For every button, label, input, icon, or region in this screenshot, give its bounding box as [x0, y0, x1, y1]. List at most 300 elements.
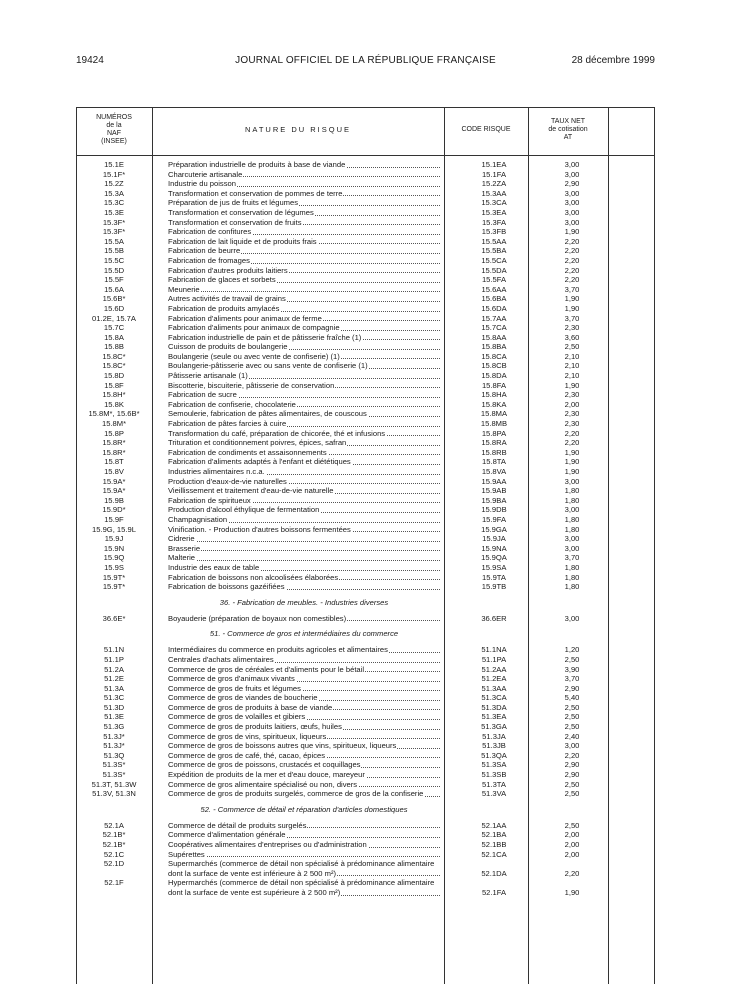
contribution-rate: 3,70: [564, 553, 580, 563]
risk-code: 51.3VA: [481, 789, 507, 799]
risk-nature-cell: [168, 789, 440, 799]
risk-nature: Fabrication d'aliments adaptés à l'enfant et diététiques: [168, 457, 351, 467]
table-row: [76, 486, 652, 496]
naf-code: 15.9Q: [103, 553, 125, 563]
risk-nature-cell: [168, 830, 440, 840]
table-row: [76, 722, 652, 732]
risk-nature: Fabrication de spiritueux: [168, 495, 251, 505]
naf-code: 15.3C: [103, 198, 125, 208]
table-row: [76, 703, 652, 713]
naf-code: 15.8A: [104, 332, 124, 342]
risk-nature: Autres activités de travail de grains: [168, 294, 286, 304]
table-row: [76, 246, 652, 256]
risk-nature: Fabrication de boissons non alcoolisées élaborées: [168, 572, 339, 582]
risk-nature-cell: [168, 525, 440, 535]
contribution-rate: 1,90: [564, 457, 580, 467]
header-naf-line: de la: [106, 122, 122, 129]
table-row: [76, 304, 652, 314]
contribution-rate: 2,50: [564, 820, 580, 830]
risk-nature-cell: [168, 751, 440, 761]
naf-code: 15.8M*, 15.6B*: [88, 409, 140, 419]
risk-code: 15.5FA: [481, 275, 507, 285]
naf-code: 15.9J: [104, 534, 124, 544]
table-row: [76, 693, 652, 703]
risk-code: 15.9SA: [481, 562, 507, 572]
section-title: 36. - Fabrication de meubles. - Industries diverses: [219, 597, 389, 607]
risk-code: 15.8VA: [481, 467, 507, 476]
naf-code: 52.1B*: [102, 830, 126, 840]
risk-nature: Pâtisserie artisanale (1): [168, 371, 248, 381]
contribution-rate: 2,50: [564, 654, 580, 664]
risk-code: 15.8MA: [480, 409, 508, 419]
table-row: [76, 505, 652, 515]
risk-nature: Commerce de gros de viandes de boucherie: [168, 693, 318, 703]
contribution-rate: 3,00: [564, 169, 580, 179]
risk-nature: Vinification. - Production d'autres boissons fermentées: [168, 524, 351, 534]
risk-code: 15.1EA: [481, 160, 507, 169]
risk-nature: Transformation et conservation de fruits: [168, 217, 302, 227]
contribution-rate: 3,00: [564, 160, 580, 169]
table-row: [76, 400, 652, 410]
naf-code: 15.8C*: [102, 361, 126, 371]
contribution-rate: 2,90: [564, 760, 580, 770]
contribution-rate: 2,40: [564, 731, 580, 741]
risk-code: 15.5BA: [481, 246, 507, 256]
dot-leader: [168, 560, 440, 561]
risk-nature: Fabrication de confiserie, chocolaterie: [168, 399, 296, 409]
risk-code: 15.8CB: [481, 361, 507, 371]
risk-nature-cell: [168, 780, 440, 790]
table-row: [76, 448, 652, 458]
publication-date: 28 décembre 1999: [571, 55, 655, 66]
risk-nature: Meunerie: [168, 284, 200, 294]
contribution-rate: 5,40: [564, 693, 580, 703]
risk-nature: Boulangerie (seule ou avec vente de confiserie) (1): [168, 351, 340, 361]
risk-nature-cell: [168, 198, 440, 208]
risk-nature-cell: [168, 614, 440, 624]
contribution-rate: 2,10: [564, 361, 580, 371]
risk-nature-cell: [168, 352, 440, 362]
naf-code: 15.8B: [104, 342, 124, 352]
risk-nature-cell: [168, 275, 440, 285]
risk-nature-cell: [168, 515, 440, 525]
risk-nature-cell: [168, 770, 440, 780]
naf-code: 15.8M*: [101, 419, 127, 429]
naf-code: 15.9T*: [102, 582, 126, 592]
risk-nature: Commerce de gros d'animaux vivants: [168, 674, 295, 684]
table-row: [76, 850, 652, 860]
table-row: [76, 789, 652, 799]
contribution-rate: 3,00: [564, 543, 580, 553]
table-row: [76, 665, 652, 675]
naf-code: 51.3A: [104, 683, 124, 693]
risk-nature: Industrie du poisson: [168, 179, 236, 189]
table-row: [76, 266, 652, 276]
risk-code: 15.9JA: [482, 534, 506, 544]
naf-code: 36.6E*: [102, 613, 126, 623]
risk-code: 51.3CA: [481, 693, 507, 703]
table-row: [76, 614, 652, 624]
contribution-rate: 3,00: [564, 198, 580, 208]
risk-nature: Commerce de détail de produits surgelés: [168, 820, 307, 830]
risk-nature-cell: [168, 505, 440, 515]
table-row: [76, 684, 652, 694]
risk-nature-cell: [168, 208, 440, 218]
contribution-rate: 3,00: [564, 476, 580, 486]
risk-code: 52.1AA: [481, 820, 507, 830]
naf-code: 15.9T*: [102, 572, 126, 582]
risk-nature: Transformation et conservation de légumes: [168, 207, 314, 217]
contribution-rate: 2,10: [564, 351, 580, 361]
contribution-rate: 1,80: [564, 524, 580, 534]
risk-code: 15.5CA: [481, 255, 507, 265]
contribution-rate: 3,00: [564, 217, 580, 227]
risk-code: 15.8FA: [481, 380, 507, 390]
naf-code: 51.2E: [104, 674, 124, 684]
risk-nature-cell: [168, 467, 440, 477]
table-row: [76, 467, 652, 477]
risk-code: 15.3FA: [481, 217, 507, 227]
naf-code: 15.8D: [103, 371, 125, 381]
table-row: [76, 342, 652, 352]
naf-code: 01.2E, 15.7A: [92, 313, 136, 323]
header-taux-line: AT: [563, 134, 573, 141]
naf-code: 15.9F: [104, 514, 124, 524]
naf-code: 15.3A: [104, 188, 124, 198]
table-row: [76, 770, 652, 780]
contribution-rate: 2,90: [564, 683, 580, 693]
naf-code: 15.5A: [104, 236, 124, 246]
naf-code: 15.5B: [104, 246, 124, 256]
contribution-rate: 3,70: [564, 674, 580, 684]
contribution-rate: 2,90: [564, 179, 580, 189]
risk-nature: Fabrication de lait liquide et de produits frais: [168, 236, 317, 246]
naf-code: 15.8F: [104, 380, 124, 390]
risk-nature-cell: [168, 419, 440, 429]
contribution-rate: 3,60: [564, 332, 580, 342]
table-row: [76, 525, 652, 535]
risk-code: 52.1BA: [481, 830, 507, 840]
contribution-rate: 2,20: [564, 438, 580, 448]
page-number: 19424: [76, 55, 104, 66]
contribution-rate: 2,00: [564, 840, 580, 849]
naf-code: 51.1P: [104, 654, 124, 664]
risk-code: 15.2ZA: [481, 179, 507, 189]
contribution-rate: 2,30: [564, 419, 580, 429]
naf-code: 15.7C: [103, 323, 125, 333]
contribution-rate: 2,20: [564, 275, 580, 285]
risk-nature-cell: [168, 553, 440, 563]
risk-nature-cell: [168, 333, 440, 343]
contribution-rate: 1,80: [564, 495, 580, 505]
table-row: [76, 830, 652, 840]
naf-code: 51.3T, 51.3W: [91, 779, 137, 789]
risk-nature-cell: [168, 693, 440, 703]
risk-nature-cell: [168, 674, 440, 684]
risk-nature-cell: [168, 563, 440, 573]
header-naf: [78, 114, 150, 146]
table-row: [76, 429, 652, 439]
dot-leader: [168, 291, 440, 292]
header-naf-line: NUMÉROS: [96, 114, 132, 121]
risk-nature: Fabrication de beurre: [168, 246, 241, 256]
table-row: [76, 582, 652, 592]
risk-nature-cell: [168, 760, 440, 770]
contribution-rate: 1,90: [564, 227, 580, 237]
table-row: [76, 371, 652, 381]
contribution-rate: 1,80: [564, 562, 580, 572]
risk-nature: Supérettes: [168, 849, 205, 859]
naf-code: 51.1N: [103, 645, 125, 655]
table-row: [76, 573, 652, 583]
contribution-rate: 3,00: [564, 534, 580, 544]
contribution-rate: 2,90: [564, 770, 580, 780]
naf-code: 15.6B*: [102, 294, 126, 304]
risk-nature: Préparation industrielle de produits à base de viande: [168, 160, 346, 169]
risk-nature-cell: [168, 645, 440, 655]
table-row: [76, 160, 652, 170]
risk-nature: Brasserie: [168, 543, 201, 553]
naf-code: 15.8R*: [102, 447, 126, 457]
risk-nature: Industrie des eaux de table: [168, 562, 260, 572]
naf-code: 15.8P: [104, 428, 124, 438]
contribution-rate: 3,00: [564, 188, 580, 198]
risk-nature: Industries alimentaires n.c.a.: [168, 467, 265, 476]
risk-nature-cell: [168, 703, 440, 713]
risk-nature-cell: [168, 189, 440, 199]
contribution-rate: 3,00: [564, 505, 580, 515]
risk-code: 15.3AA: [481, 188, 507, 198]
risk-nature-cell: [168, 496, 440, 506]
contribution-rate: 2,20: [564, 236, 580, 246]
naf-code: 51.3Q: [103, 750, 125, 760]
section-heading: [76, 592, 652, 614]
risk-nature: Fabrication de produits amylacés: [168, 303, 280, 313]
table-row: [76, 751, 652, 761]
contribution-rate: 3,90: [564, 664, 580, 674]
risk-code: 51.2EA: [481, 674, 507, 684]
table-row: [76, 179, 652, 189]
naf-code: 15.8K: [104, 399, 124, 409]
risk-nature-cell: [168, 218, 440, 228]
table-row: [76, 840, 652, 850]
table-row: [76, 563, 652, 573]
naf-code: 51.3C: [103, 693, 125, 703]
risk-code: 15.3FB: [481, 227, 507, 237]
risk-nature: Transformation et conservation de pommes de terre: [168, 188, 343, 198]
table-row: [76, 419, 652, 429]
risk-code: 51.2AA: [481, 664, 507, 674]
risk-nature: Hypermarchés (commerce de détail non spécialisé à prédominance alimentaire dont la surface de vente est supérieure à 2 500 m²): [168, 878, 435, 897]
risk-code: 51.3TA: [482, 779, 506, 789]
table-border-right: [654, 107, 655, 984]
risk-nature-cell: [168, 170, 440, 180]
risk-nature-cell: [168, 400, 440, 410]
risk-code: 15.8CA: [481, 351, 507, 361]
header-taux-line: TAUX NET: [550, 118, 586, 125]
risk-nature: Fabrication de sucre: [168, 390, 237, 400]
risk-nature-cell: [168, 582, 440, 592]
header-nature: NATURE DU RISQUE: [244, 125, 352, 134]
risk-code: 15.6AA: [481, 284, 507, 294]
risk-nature: Transformation du café, préparation de chicorée, thé et infusions: [168, 428, 386, 438]
naf-code: 15.9G, 15.9L: [92, 524, 136, 534]
header-naf-line: NAF: [107, 130, 121, 137]
naf-code: 52.1F: [104, 878, 124, 888]
table-body: [76, 160, 652, 898]
risk-code: 15.7AA: [481, 313, 507, 323]
risk-nature: Commerce de gros de vins, spiritueux, liqueurs: [168, 731, 327, 741]
table-row: [76, 477, 652, 487]
risk-code: 15.8MB: [480, 419, 508, 429]
risk-nature-cell: [168, 741, 440, 751]
journal-title: JOURNAL OFFICIEL DE LA RÉPUBLIQUE FRANÇAISE: [235, 55, 496, 66]
risk-nature: Champagnisation: [168, 514, 228, 524]
risk-code: 52.1BB: [481, 840, 507, 849]
contribution-rate: 2,20: [564, 265, 580, 275]
risk-nature-cell: [168, 304, 440, 314]
risk-nature: Fabrication d'autres produits laitiers: [168, 265, 288, 275]
risk-nature: Centrales d'achats alimentaires: [168, 654, 274, 664]
risk-code: 52.1DA: [481, 868, 507, 878]
risk-nature: Fabrication industrielle de pain et de pâtisserie fraîche (1): [168, 332, 362, 342]
risk-code: 51.3SA: [481, 760, 507, 770]
risk-code: 52.1CA: [481, 849, 507, 859]
contribution-rate: 2,30: [564, 323, 580, 333]
table-row: [76, 218, 652, 228]
risk-code: 15.5AA: [481, 236, 507, 246]
table-row: [76, 780, 652, 790]
table-row: [76, 170, 652, 180]
table-row: [76, 333, 652, 343]
risk-code: 15.8RA: [481, 438, 507, 448]
naf-code: 15.3F*: [102, 217, 126, 227]
table-row: [76, 760, 652, 770]
naf-code: 15.8V: [104, 467, 124, 476]
naf-code: 51.3G: [103, 722, 125, 732]
risk-code: 15.3EA: [481, 207, 507, 217]
contribution-rate: 2,50: [564, 712, 580, 722]
table-top-border: [76, 107, 655, 108]
risk-code: 15.3CA: [481, 198, 507, 208]
risk-code: 36.6ER: [481, 613, 507, 623]
dot-leader: [168, 541, 440, 542]
contribution-rate: 3,70: [564, 284, 580, 294]
naf-code: 15.9D*: [102, 505, 126, 515]
risk-code: 51.3JA: [482, 731, 506, 741]
table-row: [76, 275, 652, 285]
naf-code: 52.1C: [103, 849, 125, 859]
table-row: [76, 821, 652, 831]
table-row: [76, 732, 652, 742]
risk-nature: Fabrication de confitures: [168, 227, 252, 237]
risk-nature-cell: [168, 457, 440, 467]
table-row: [76, 237, 652, 247]
risk-nature-cell: [168, 438, 440, 448]
naf-code: 15.1F*: [102, 169, 126, 179]
naf-code: 15.5F: [104, 275, 124, 285]
naf-code: 51.3V, 51.3N: [92, 789, 136, 799]
contribution-rate: 1,20: [564, 645, 580, 655]
risk-code: 15.5DA: [481, 265, 507, 275]
section-title: 52. - Commerce de détail et réparation d'articles domestiques: [200, 804, 408, 814]
risk-nature: Commerce de gros de produits surgelés, commerce de gros de la confiserie: [168, 789, 424, 799]
risk-code: 51.3SB: [481, 770, 507, 780]
section-title: 51. - Commerce de gros et intermédiaires du commerce: [209, 629, 399, 639]
table-row: [76, 515, 652, 525]
risk-nature: Malterie: [168, 553, 196, 563]
risk-nature: Commerce de gros alimentaire spécialisé ou non, divers: [168, 779, 358, 789]
risk-nature-cell: [168, 266, 440, 276]
contribution-rate: 2,20: [564, 428, 580, 438]
naf-code: 51.3S*: [102, 760, 126, 770]
contribution-rate: 2,00: [564, 830, 580, 840]
naf-code: 15.8H*: [102, 390, 126, 400]
table-row: [76, 496, 652, 506]
risk-nature-cell: [168, 448, 440, 458]
risk-nature-cell: [168, 477, 440, 487]
contribution-rate: 2,00: [564, 849, 580, 859]
risk-nature-cell: [168, 722, 440, 732]
naf-code: 15.9S: [104, 562, 124, 572]
contribution-rate: 2,50: [564, 702, 580, 712]
risk-nature: Commerce de gros de boissons autres que vins, spiritueux, liqueurs: [168, 741, 397, 751]
risk-code: 51.3GA: [481, 722, 507, 732]
risk-nature: Fabrication d'aliments pour animaux de ferme: [168, 313, 322, 323]
page-header: [76, 55, 655, 69]
risk-nature-cell: [168, 655, 440, 665]
contribution-rate: 1,80: [564, 572, 580, 582]
risk-nature: Expédition de produits de la mer et d'eau douce, mareyeur: [168, 770, 365, 780]
risk-nature-cell: [168, 381, 440, 391]
risk-code: 15.8RB: [481, 447, 507, 457]
table-row: [76, 198, 652, 208]
risk-nature: Supermarchés (commerce de détail non spécialisé à prédominance alimentaire dont la surface de vente est inférieure à 2 500 m²): [168, 859, 435, 878]
contribution-rate: 1,90: [564, 467, 580, 476]
risk-nature: Boulangerie-pâtisserie avec ou sans vente de confiserie (1): [168, 361, 368, 371]
contribution-rate: 2,20: [564, 750, 580, 760]
table-header-border: [76, 155, 655, 156]
risk-nature: Commerce de gros de café, thé, cacao, épices: [168, 750, 326, 760]
risk-nature-cell: [168, 160, 440, 170]
risk-nature-cell: [168, 227, 440, 237]
risk-nature: Fabrication d'aliments pour animaux de compagnie: [168, 323, 340, 333]
risk-nature-cell: [168, 859, 440, 878]
risk-code: 15.9AA: [481, 476, 507, 486]
contribution-rate: 3,00: [564, 613, 580, 623]
risk-code: 15.7CA: [481, 323, 507, 333]
risk-nature-cell: [168, 684, 440, 694]
naf-code: 15.9A*: [102, 486, 126, 496]
risk-nature-cell: [168, 256, 440, 266]
naf-code: 51.3E: [104, 712, 124, 722]
risk-nature-cell: [168, 409, 440, 419]
risk-nature: Fabrication de condiments et assaisonnements: [168, 447, 327, 457]
risk-code: 15.8AA: [481, 332, 507, 342]
table-row: [76, 390, 652, 400]
risk-nature: Intermédiaires du commerce en produits agricoles et alimentaires: [168, 645, 388, 655]
contribution-rate: 1,90: [564, 380, 580, 390]
naf-code: 52.1B*: [102, 840, 126, 849]
risk-nature: Trituration et conditionnement poivres, épices, safran: [168, 438, 347, 448]
risk-nature-cell: [168, 878, 440, 897]
risk-code: 15.9DB: [481, 505, 507, 515]
table-row: [76, 674, 652, 684]
risk-nature: Vieillissement et traitement d'eau-de-vie naturelle: [168, 486, 334, 496]
header-taux-line: de cotisation: [548, 126, 588, 133]
contribution-rate: 2,30: [564, 409, 580, 419]
risk-nature: Fabrication de pâtes farcies à cuire: [168, 419, 287, 429]
